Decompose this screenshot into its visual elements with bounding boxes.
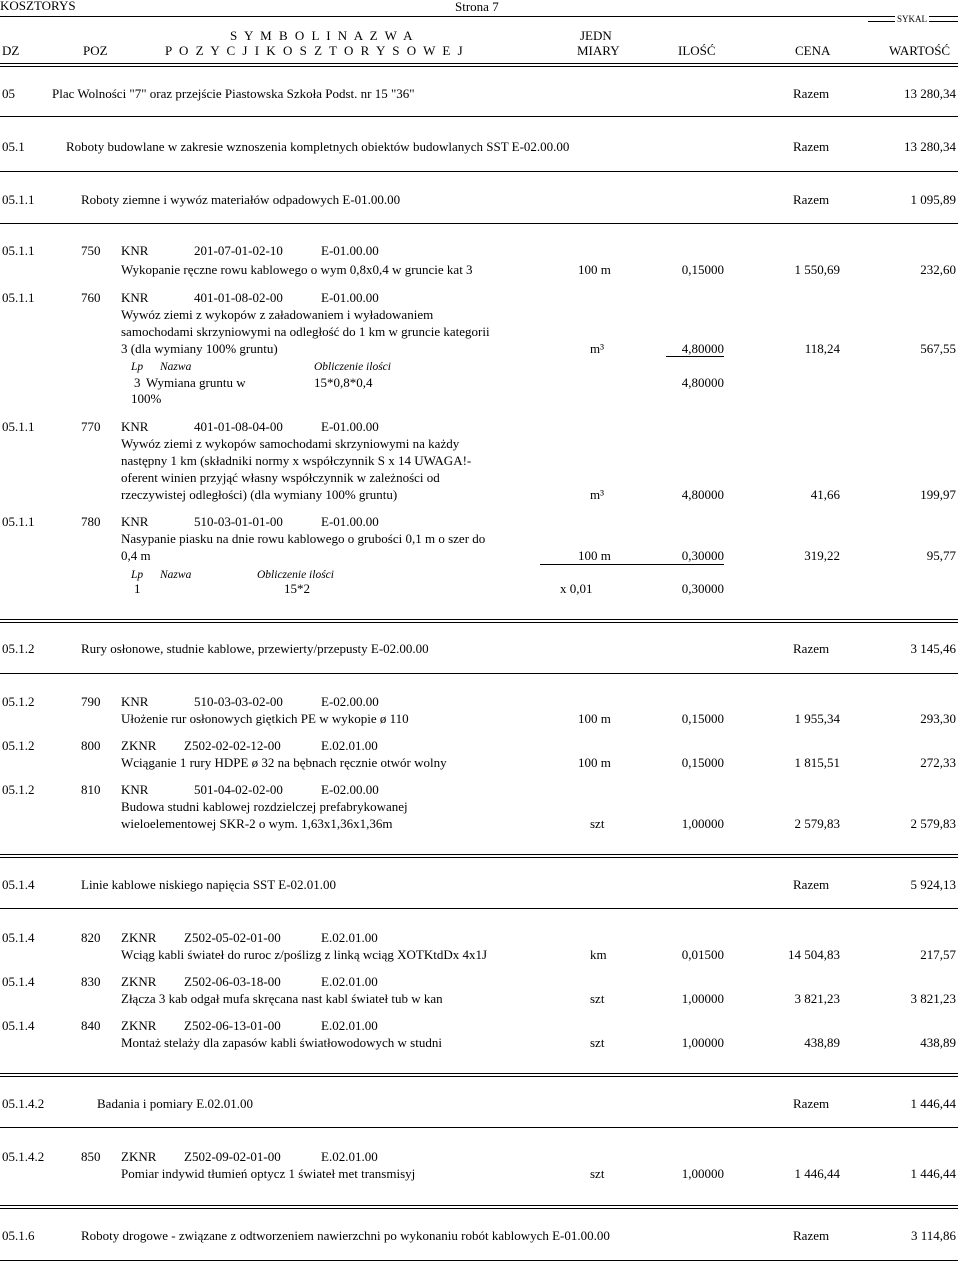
quantity-underline [540, 564, 724, 565]
item-norm: 401-01-08-02-00 [194, 290, 283, 305]
item-catalog: KNR [121, 243, 149, 258]
item-description: Nasypanie piasku na dnie rowu kablowego o grubości 0,1 m o szer do [121, 531, 486, 546]
item-dz: 05.1.2 [2, 738, 35, 753]
item-description: Wywóz ziemi z wykopów z załadowaniem i wyładowaniem [121, 307, 434, 322]
item-quantity: 4,80000 [681, 341, 724, 356]
calc-result: 4,80000 [681, 375, 724, 390]
item-description: Wywóz ziemi z wykopów samochodami skrzyniowymi na każdy [121, 436, 460, 451]
item-unit: szt [590, 1035, 605, 1050]
item-poz: 780 [81, 514, 101, 529]
section-rule [0, 908, 958, 909]
col-poz: POZ [83, 43, 108, 58]
item-dz: 05.1.1 [2, 243, 35, 258]
item-unit: m³ [590, 341, 605, 356]
col-jedn-line1: JEDN [580, 28, 612, 43]
calc-header-formula: Obliczenie ilości [314, 361, 391, 373]
item-spec: E.02.01.00 [321, 930, 378, 945]
col-symbol-line1: S Y M B O L I N A Z W A [230, 28, 415, 43]
col-ilosc: ILOŚĆ [678, 43, 716, 58]
item-value: 232,60 [920, 262, 956, 277]
item-price: 41,66 [810, 487, 840, 502]
section-total: 13 280,34 [904, 86, 956, 101]
item-dz: 05.1.4 [2, 930, 35, 945]
item-norm: Z502-02-02-12-00 [184, 738, 281, 753]
item-spec: E-01.00.00 [321, 419, 379, 434]
item-unit: m³ [590, 487, 605, 502]
item-unit: szt [590, 1166, 605, 1181]
item-quantity: 0,15000 [681, 711, 724, 726]
calc-name: 100% [131, 391, 162, 406]
item-catalog: KNR [121, 514, 149, 529]
section-razem-label: Razem [793, 1096, 830, 1111]
item-poz: 800 [81, 738, 101, 753]
item-value: 1 446,44 [910, 1166, 956, 1181]
item-poz: 850 [81, 1149, 101, 1164]
item-value: 567,55 [920, 341, 956, 356]
section-razem-label: Razem [793, 641, 830, 656]
item-spec: E.02.01.00 [321, 974, 378, 989]
item-norm: 510-03-01-01-00 [194, 514, 283, 529]
item-description: Ułożenie rur osłonowych giętkich PE w wykopie ø 110 [121, 711, 409, 726]
calc-name: Wymiana gruntu w [146, 375, 246, 390]
section-double-rule [0, 619, 958, 623]
item-value: 217,57 [920, 947, 956, 962]
calc-result: 0,30000 [681, 581, 724, 596]
section-name: Roboty budowlane w zakresie wznoszenia kompletnych obiektów budowlanych SST E-02.00.00 [66, 139, 570, 154]
item-catalog: ZKNR [121, 1149, 157, 1164]
item-norm: 201-07-01-02-10 [194, 243, 283, 258]
item-norm: 401-01-08-04-00 [194, 419, 283, 434]
section-total: 5 924,13 [910, 877, 956, 892]
section-code: 05.1.4 [2, 877, 35, 892]
section-name: Roboty drogowe - związane z odtworzeniem nawierzchni po wykonaniu robót kablowych E-01.00.00 [81, 1228, 610, 1243]
calc-multiplier: x 0,01 [560, 581, 593, 596]
item-value: 438,89 [920, 1035, 956, 1050]
item-quantity: 0,01500 [681, 947, 724, 962]
item-spec: E.02.01.00 [321, 1149, 378, 1164]
calc-lp: 1 [134, 581, 141, 596]
item-quantity: 0,15000 [681, 262, 724, 277]
item-description: Montaż stelaży dla zapasów kabli światłowodowych w studni [121, 1035, 442, 1050]
item-unit: szt [590, 991, 605, 1006]
item-catalog: KNR [121, 782, 149, 797]
item-value: 293,30 [920, 711, 956, 726]
item-dz: 05.1.2 [2, 782, 35, 797]
item-unit: szt [590, 816, 605, 831]
item-norm: Z502-06-03-18-00 [184, 974, 281, 989]
calc-header-name: Nazwa [160, 361, 192, 373]
calc-formula: 15*2 [284, 581, 310, 596]
item-unit: km [590, 947, 607, 962]
section-code: 05.1.2 [2, 641, 35, 656]
item-price: 438,89 [804, 1035, 840, 1050]
item-price: 2 579,83 [794, 816, 840, 831]
item-norm: Z502-09-02-01-00 [184, 1149, 281, 1164]
item-price: 118,24 [804, 341, 840, 356]
item-poz: 830 [81, 974, 101, 989]
item-poz: 790 [81, 694, 101, 709]
item-catalog: ZKNR [121, 930, 157, 945]
item-dz: 05.1.1 [2, 514, 35, 529]
item-catalog: ZKNR [121, 974, 157, 989]
item-dz: 05.1.4 [2, 1018, 35, 1033]
item-dz: 05.1.2 [2, 694, 35, 709]
item-description: następny 1 km (składniki normy x współczynnik S x 14 UWAGA!- [121, 453, 472, 468]
item-quantity: 1,00000 [681, 1166, 724, 1181]
section-total: 1 095,89 [910, 192, 956, 207]
section-razem-label: Razem [793, 139, 830, 154]
item-dz: 05.1.4.2 [2, 1149, 45, 1164]
item-poz: 750 [81, 243, 101, 258]
item-price: 1 550,69 [794, 262, 840, 277]
section-razem-label: Razem [793, 877, 830, 892]
calc-header-lp: Lp [131, 361, 144, 373]
section-rule [0, 673, 958, 674]
header-rule [0, 16, 958, 17]
item-quantity: 0,15000 [681, 755, 724, 770]
section-rule [0, 171, 958, 172]
page-number: Strona 7 [455, 0, 499, 14]
item-description: Budowa studni kablowej rozdzielczej prefabrykowanej [121, 799, 408, 814]
section-rule [0, 223, 958, 224]
section-code: 05 [2, 86, 15, 101]
section-total: 1 446,44 [910, 1096, 956, 1111]
item-description: Wykopanie ręczne rowu kablowego o wym 0,8x0,4 w gruncie kat 3 [121, 262, 473, 277]
section-code: 05.1 [2, 139, 25, 154]
item-description: 0,4 m [121, 548, 151, 563]
item-spec: E.02.01.00 [321, 1018, 378, 1033]
item-description: Wciąg kabli świateł do ruroc z/poślizg z linką wciąg XOTKtdDx 4x1J [121, 947, 488, 962]
item-unit: 100 m [578, 711, 611, 726]
col-symbol-line2: P O Z Y C J I K O S Z T O R Y S O W E J [165, 43, 465, 58]
item-quantity: 1,00000 [681, 1035, 724, 1050]
item-value: 199,97 [920, 487, 956, 502]
item-price: 1 955,34 [794, 711, 840, 726]
item-price: 3 821,23 [794, 991, 840, 1006]
col-jedn-line2: MIARY [577, 43, 620, 58]
item-description: oferent winien przyjąć własny współczynnik w zależności od [121, 470, 440, 485]
section-razem-label: Razem [793, 192, 830, 207]
section-name: Linie kablowe niskiego napięcia SST E-02.01.00 [81, 877, 337, 892]
col-cena: CENA [795, 43, 831, 58]
item-description: Wciąganie 1 rury HDPE ø 32 na bębnach ręcznie otwór wolny [121, 755, 447, 770]
item-poz: 810 [81, 782, 101, 797]
item-price: 319,22 [804, 548, 840, 563]
item-quantity: 1,00000 [681, 816, 724, 831]
item-catalog: ZKNR [121, 738, 157, 753]
col-wartosc: WARTOŚĆ [889, 43, 951, 58]
section-rule [0, 116, 958, 117]
item-dz: 05.1.1 [2, 419, 35, 434]
section-total: 3 114,86 [910, 1228, 956, 1243]
item-spec: E-01.00.00 [321, 290, 379, 305]
section-name: Plac Wolności "7" oraz przejście Piastowska Szkoła Podst. nr 15 "36" [52, 86, 415, 101]
item-description: 3 (dla wymiany 100% gruntu) [121, 341, 278, 356]
section-name: Rury osłonowe, studnie kablowe, przewierty/przepusty E-02.00.00 [81, 641, 429, 656]
item-price: 1 815,51 [794, 755, 840, 770]
calc-formula: 15*0,8*0,4 [314, 375, 373, 390]
item-unit: 100 m [578, 548, 611, 563]
section-double-rule [0, 1205, 958, 1209]
section-razem-label: Razem [793, 1228, 830, 1243]
item-description: Złącza 3 kab odgał mufa skręcana nast kabl świateł tub w kan [121, 991, 443, 1006]
item-price: 1 446,44 [794, 1166, 840, 1181]
section-name: Badania i pomiary E.02.01.00 [97, 1096, 253, 1111]
document-title: KOSZTORYS [0, 0, 76, 13]
item-catalog: KNR [121, 694, 149, 709]
item-description: wieloelementowej SKR-2 o wym. 1,63x1,36x1,36m [121, 816, 393, 831]
item-unit: 100 m [578, 755, 611, 770]
item-dz: 05.1.1 [2, 290, 35, 305]
section-double-rule [0, 854, 958, 858]
item-quantity: 1,00000 [681, 991, 724, 1006]
item-unit: 100 m [578, 262, 611, 277]
item-quantity: 0,30000 [681, 548, 724, 563]
item-norm: 510-03-03-02-00 [194, 694, 283, 709]
item-poz: 770 [81, 419, 101, 434]
section-name: Roboty ziemne i wywóz materiałów odpadowych E-01.00.00 [81, 192, 401, 207]
item-spec: E-01.00.00 [321, 243, 379, 258]
item-dz: 05.1.4 [2, 974, 35, 989]
item-description: rzeczywistej odległości) (dla wymiany 100% gruntu) [121, 487, 398, 502]
item-catalog: ZKNR [121, 1018, 157, 1033]
section-rule [0, 1127, 958, 1128]
section-total: 3 145,46 [910, 641, 956, 656]
calc-header-name: Nazwa [160, 569, 192, 581]
section-code: 05.1.4.2 [2, 1096, 45, 1111]
item-spec: E-01.00.00 [321, 514, 379, 529]
quantity-underline [666, 356, 724, 357]
item-value: 272,33 [920, 755, 956, 770]
item-value: 3 821,23 [910, 991, 956, 1006]
item-catalog: KNR [121, 419, 149, 434]
calc-header-formula: Obliczenie ilości [257, 569, 334, 581]
calc-lp: 3 [134, 375, 141, 390]
item-price: 14 504,83 [788, 947, 840, 962]
item-spec: E.02.01.00 [321, 738, 378, 753]
section-code: 05.1.6 [2, 1228, 35, 1243]
item-description: samochodami skrzyniowymi na odległość do 1 km w gruncie kategorii [121, 324, 490, 339]
item-spec: E-02.00.00 [321, 782, 379, 797]
section-double-rule [0, 1073, 958, 1077]
section-rule [0, 1260, 958, 1261]
section-code: 05.1.1 [2, 192, 35, 207]
col-dz: DZ [2, 43, 20, 58]
item-norm: 501-04-02-02-00 [194, 782, 283, 797]
item-catalog: KNR [121, 290, 149, 305]
company-name: SYKAL [897, 14, 928, 24]
item-norm: Z502-05-02-01-00 [184, 930, 281, 945]
item-quantity: 4,80000 [681, 487, 724, 502]
section-razem-label: Razem [793, 86, 830, 101]
item-norm: Z502-06-13-01-00 [184, 1018, 281, 1033]
item-poz: 820 [81, 930, 101, 945]
item-value: 2 579,83 [910, 816, 956, 831]
section-total: 13 280,34 [904, 139, 956, 154]
calc-header-lp: Lp [131, 569, 144, 581]
header-double-rule [0, 63, 958, 67]
item-description: Pomiar indywid tłumień optycz 1 świateł met transmisyj [121, 1166, 416, 1181]
item-poz: 840 [81, 1018, 101, 1033]
item-spec: E-02.00.00 [321, 694, 379, 709]
item-value: 95,77 [926, 548, 956, 563]
item-poz: 760 [81, 290, 101, 305]
